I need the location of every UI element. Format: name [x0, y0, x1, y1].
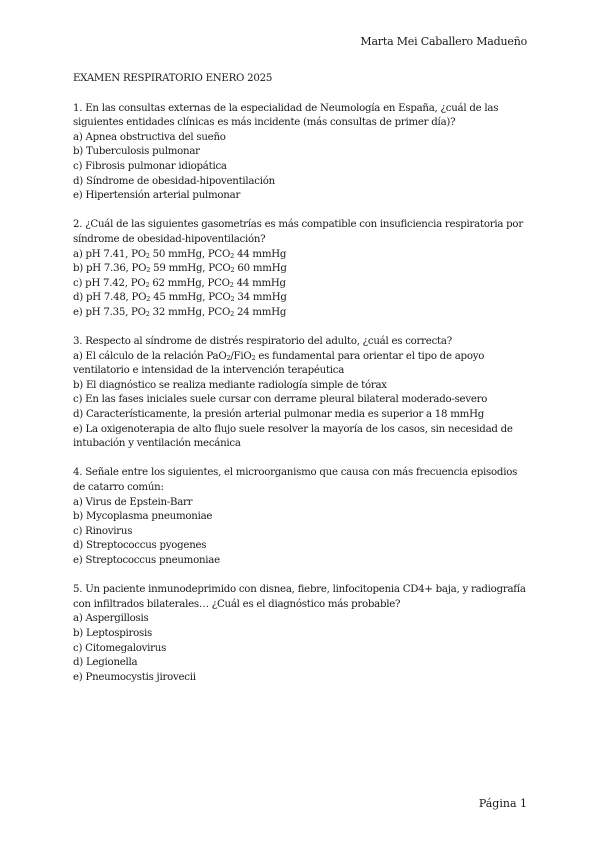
answer-option: a) pH 7.41, $PO_2$ 50 mmHg, $PCO_2$ 44 mmHg — [73, 248, 287, 260]
answer-option: e) La oxigenoterapia de alto flujo suele resolver la mayoría de los casos, sin necesidad de intubación y ventilación mecánica — [73, 423, 513, 450]
question-text: 4. Señale entre los siguientes, el microorganismo que causa con más frecuencia episodios de catarro común: — [73, 467, 518, 494]
answer-option: c) pH 7.42, $PO_2$ 62 mmHg, $PCO_2$ 44 mmHg — [73, 277, 286, 289]
answer-option: e) Streptococcus pneumoniae — [73, 555, 220, 566]
answer-option: d) Legionella — [73, 657, 138, 669]
answer-option: b) Tuberculosis pulmonar — [73, 146, 200, 158]
answer-option: c) Fibrosis pulmonar idiopática — [73, 160, 227, 172]
question-text: 2. ¿Cuál de las siguientes gasometrías es más compatible con insuficiencia respiratoria por síndrome de obesidad-hipoventilación? — [73, 219, 523, 245]
answer-option: c) Rinovirus — [73, 525, 133, 537]
answer-option: b) pH 7.36, $PO_2$ 59 mmHg, $PCO_2$ 60 mmHg — [73, 263, 287, 275]
answer-option: d) Streptococcus pyogenes — [73, 540, 207, 552]
answer-option: e) pH 7.35, $PO_2$ 32 mmHg, $PCO_2$ 24 mmHg — [73, 306, 287, 318]
question-text: 3. Respecto al síndrome de distrés respiratorio del adulto, ¿cuál es correcta? — [73, 336, 452, 348]
exam-content — [73, 72, 531, 700]
answer-option: c) Citomegalovirus — [73, 642, 167, 654]
answer-option: a) Aspergillosis — [73, 613, 149, 625]
question-4 — [73, 466, 531, 568]
question-5 — [73, 583, 531, 685]
exam-title: EXAMEN RESPIRATORIO ENERO 2025 — [73, 73, 273, 84]
answer-option: d) pH 7.48, $PO_2$ 45 mmHg, $PCO_2$ 34 mmHg — [73, 292, 287, 304]
answer-option: a) Apnea obstructiva del sueño — [73, 131, 226, 143]
answer-option: e) Pneumocystis jirovecii — [73, 671, 196, 683]
question-2 — [73, 218, 531, 320]
answer-option: e) Hipertensión arterial pulmonar — [73, 190, 241, 202]
answer-option: b) Leptospirosis — [73, 627, 153, 639]
answer-option: a) Virus de Epstein-Barr — [73, 496, 193, 508]
question-list — [73, 102, 531, 686]
header-author: Marta Mei Caballero Madueño — [360, 35, 527, 48]
answer-option: d) Característicamente, la presión arterial pulmonar media es superior a 18 mmHg — [73, 409, 484, 421]
answer-option: c) En las fases iniciales suele cursar con derrame pleural bilateral moderado-severo — [73, 394, 488, 406]
answer-option: b) Mycoplasma pneumoniae — [73, 511, 213, 523]
question-text: 5. Un paciente inmunodeprimido con disnea, fiebre, linfocitopenia CD4+ baja, y radiografía con infiltrados bilaterales… ¿Cuál es el diagnóstico más probable? — [73, 584, 526, 610]
answer-option: b) El diagnóstico se realiza mediante radiología simple de tórax — [73, 379, 387, 391]
question-3 — [73, 335, 531, 452]
question-text: 1. En las consultas externas de la especialidad de Neumología en España, ¿cuál de las siguientes entidades clínicas es más incidente (más consultas de primer día)? — [73, 102, 499, 129]
page-number: Página 1 — [478, 797, 527, 810]
answer-option: d) Síndrome de obesidad-hipoventilación — [73, 175, 275, 187]
answer-option: a) El cálculo de la relación PaO$_2$/FiO$_2$ es fundamental para orientar el tipo de apoyo ventilatorio e intensidad de la intervención terapéutica — [73, 350, 485, 377]
question-1 — [73, 102, 531, 204]
